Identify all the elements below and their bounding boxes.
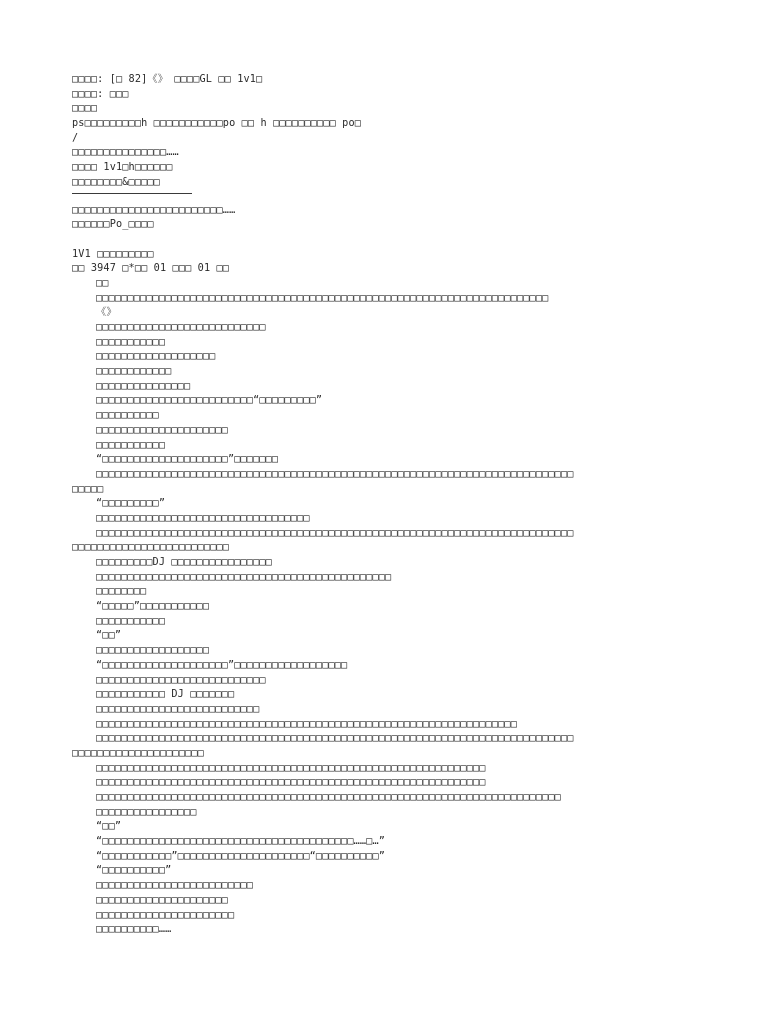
body-line: □□□□□□□□□□□□□□□ [96,380,191,392]
header-line: □□□□ [72,103,98,115]
body-line: 《》 [96,307,117,319]
body-line: □□□□□□□□□□□□□□□□□□□□□□□□□□□□□□□□□□□□□□□□□□□□□□□□□□□□□□□□□□□□□□□□□□□□□□□□□□□□ [96,527,574,539]
body-line: □□□□□□□□□□□□□□□□□□□□□□□□□ [96,880,254,892]
body-line: “□□□□□□□□□□□□□□□□□□□□”□□□□□□□□□□□□□□□□□□ [96,659,348,671]
header-line: □□□□□□□□&□□□□□ [72,176,160,188]
body-line: “□□□□□”□□□□□□□□□□□ [96,601,210,613]
spacer [72,233,702,248]
body-line: □□□□□□□□□□□□□□□□□□□ [96,351,216,363]
header-line: □□□□□□□□□□□□□□□…… [72,147,179,159]
body-line: □□□□□□□□□□…… [96,924,172,936]
body-line: “□□□□□□□□□□□”□□□□□□□□□□□□□□□□□□□□□“□□□□□□□□□□” [96,850,386,862]
intro-line: □□□□□□Po_□□□□ [72,219,154,231]
section-meta: □□ 3947 □*□□ 01 □□□ 01 □□ [72,263,230,275]
intro-line: □□□□□□□□□□□□□□□□□□□□□□□□…… [72,204,236,216]
body-line: □□□□□□□□□□□□□□□□□□□□□□□□□□□□□□□□□□□□□□□□□□□□□□□□□□□□□□□□□□□□□□□□□□□□□□□□□□□□ [96,468,574,480]
body-line: □□□□□□□□□□□□□□□□□□□□□□□□□“□□□□□□□□□” [96,395,323,407]
header-block [72,73,702,191]
document-body [72,73,702,938]
body-line: □□□□□□□□□□□□□□□□□□□□□ [96,894,228,906]
body-line: □□□□□□□□□□□□□□□□□□□□□□□□□□□□□□□□□□ [96,512,310,524]
body-line: □□□□□□□□□□□□□□□□□□□□□□□□□□□□□□□□□□□□□□□□□□□□□□□□□□□□□□□□□□□□□□ [96,777,486,789]
body-line: □□□□□□□□□□□□□□□□□□□□□□□□□□ [96,703,260,715]
body-line: □□□□□□□□□□□ [96,615,166,627]
body-line: □□□□□□□□□□□□□□□□□□□□□ [72,747,204,759]
body-line: □□□□□□□□□□□□□□□□□□□□□□□□□□□□□□□□□□□□□□□□□□□□□□□ [96,571,392,583]
body-line: “□□” [96,821,122,833]
body-line: □□□□□□□□□□ [96,410,159,422]
body-paragraphs [72,277,702,938]
body-line: □□□□□□□□□□□□□□□□□□□□□ [96,424,228,436]
body-line: “□□□□□□□□□□□□□□□□□□□□”□□□□□□□ [96,454,279,466]
body-line: “□□” [96,630,122,642]
intro-block [72,204,702,233]
body-line: “□□□□□□□□□” [96,498,166,510]
body-line: □□□□□□□□□□□□□□□□ [96,806,197,818]
body-line: “□□□□□□□□□□” [96,865,172,877]
body-line: □□□□□□□□□□□□ [96,366,172,378]
body-line: □□□□□□□□□DJ □□□□□□□□□□□□□□□□ [96,557,272,568]
body-line: □□□□□□□□□□□□□□□□□□□□□□ [96,909,235,921]
header-line: ps□□□□□□□□□h □□□□□□□□□□□po □□ h □□□□□□□□□□ po□ [72,118,362,130]
body-line: □□□□□□□□□□□□□□□□□□□□□□□□□□□□□□□□□□□□□□□□□□□□□□□□□□□□□□□□□□□□□□□□□□□ [96,718,517,730]
section-heading [72,248,702,277]
body-line: □□□□□□□□□□□ [96,439,166,451]
header-line: / [72,132,79,144]
body-line: “□□□□□□□□□□□□□□□□□□□□□□□□□□□□□□□□□□□□□□□□……□…” [96,836,386,848]
body-line: □□□□□□□□□□□□□□□□□□□□□□□□□□□□□□□□□□□□□□□□□□□□□□□□□□□□□□□□□□□□□□□□□□□□□□□□□□ [96,792,561,803]
body-line: □□□□□ [72,483,104,495]
body-line: □□□□□□□□□□□□□□□□□□ [96,645,210,657]
body-line: □□□□□□□□□□□□□□□□□□□□□□□□□□□ [96,674,266,686]
header-line: □□□□: [□ 82]《》 □□□□GL □□ 1v1□ [72,74,263,85]
divider [72,193,192,194]
body-line: □□□□□□□□ [96,586,147,598]
header-line: □□□□ 1v1□h□□□□□□ [72,162,173,174]
body-line: □□□□□□□□□□□□□□□□□□□□□□□□□□□□□□□□□□□□□□□□□□□□□□□□□□□□□□□□□□□□□□□□□□□□□□□□□□□□ [96,733,574,745]
body-line: □□□□□□□□□□□□□□□□□□□□□□□□□□□□□□□□□□□□□□□□□□□□□□□□□□□□□□□□□□□□□□ [96,762,486,774]
body-line: □□□□□□□□□□□ DJ □□□□□□□ [96,689,235,701]
section-title: 1V1 □□□□□□□□□ [72,248,154,260]
body-line: □□□□□□□□□□□□□□□□□□□□□□□□□□□□□□□□□□□□□□□□□□□□□□□□□□□□□□□□□□□□□□□□□□□□□□□□ [96,292,549,304]
body-line: □□□□□□□□□□□□□□□□□□□□□□□□□ [72,542,230,554]
body-line: □□□□□□□□□□□□□□□□□□□□□□□□□□□ [96,322,266,333]
body-line: □□□□□□□□□□□ [96,336,166,348]
header-line: □□□□: □□□ [72,88,129,100]
body-line: □□ [96,277,109,289]
